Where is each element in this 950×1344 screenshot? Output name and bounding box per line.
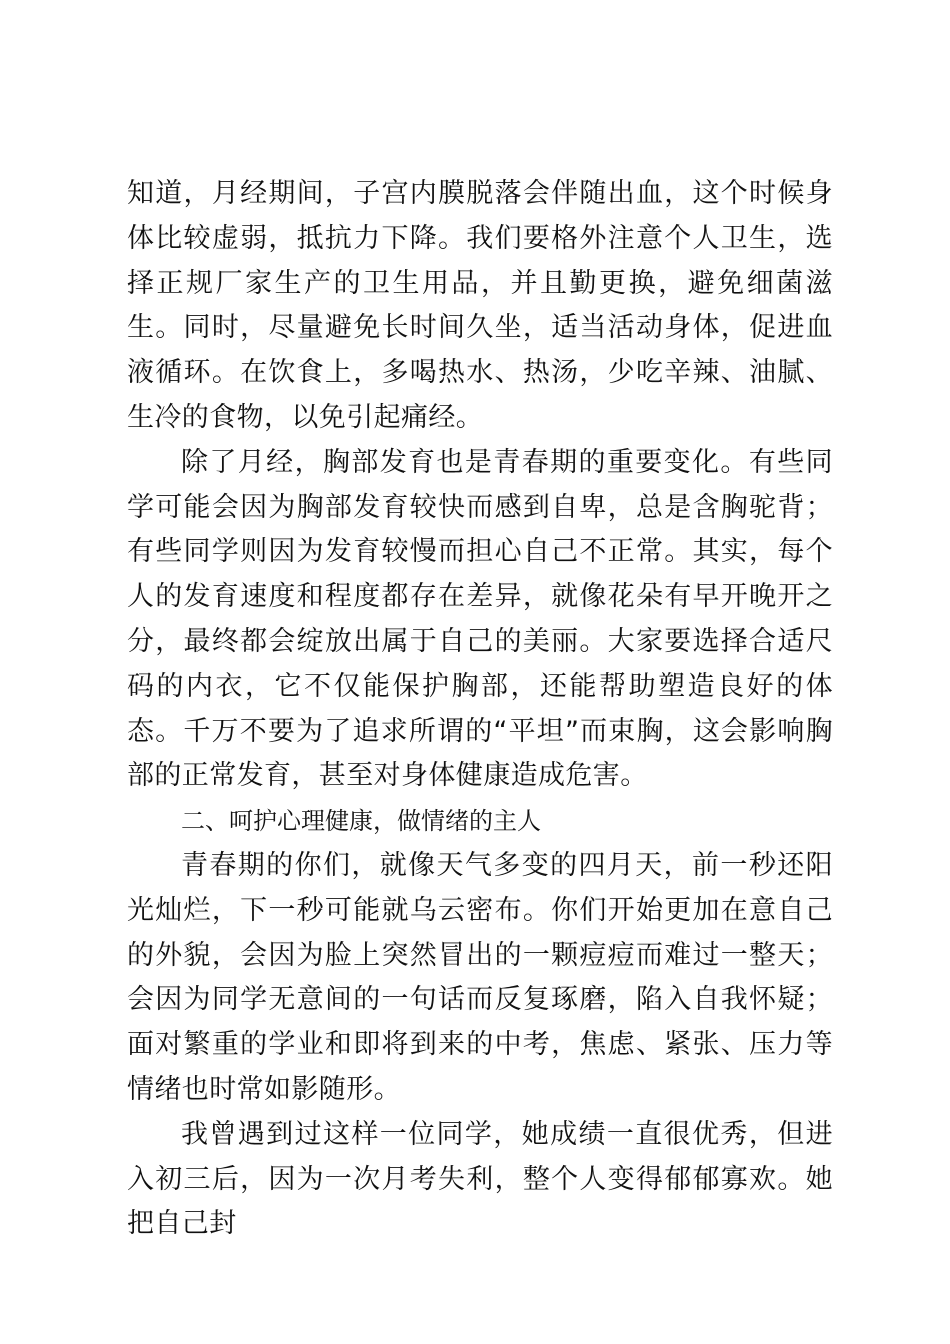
paragraph-menstruation-care: 知道，月经期间，子宫内膜脱落会伴随出血，这个时候身体比较虚弱，抵抗力下降。我们要格外注意个人卫生，选择正规厂家生产的卫生用品，并且勤更换，避免细菌滋生。同时，尽量避免长时间久坐，适当活动身体，促进血液循环。在饮食上，多喝热水、热汤，少吃辛辣、油腻、生冷的食物，以免引起痛经。 bbox=[127, 178, 833, 433]
section-heading-mental-health: 二、呵护心理健康，做情绪的主人 bbox=[181, 807, 541, 836]
paragraph-student-story: 我曾遇到过这样一位同学，她成绩一直很优秀，但进入初三后，因为一次月考失利，整个人变得郁郁寡欢。她把自己封 bbox=[127, 1118, 833, 1240]
paragraph-emotions: 青春期的你们，就像天气多变的四月天，前一秒还阳光灿烂，下一秒可能就乌云密布。你们开始更加在意自己的外貌，会因为脸上突然冒出的一颗痘痘而难过一整天；会因为同学无意间的一句话而反复琢磨，陷入自我怀疑；面对繁重的学业和即将到来的中考，焦虑、紧张、压力等情绪也时常如影随形。 bbox=[127, 849, 833, 1105]
paragraph-breast-development: 除了月经，胸部发育也是青春期的重要变化。有些同学可能会因为胸部发育较快而感到自卑，总是含胸驼背；有些同学则因为发育较慢而担心自己不正常。其实，每个人的发育速度和程度都存在差异，就像花朵有早开晚开之分，最终都会绽放出属于自己的美丽。大家要选择合适尺码的内衣，它不仅能保护胸部，还能帮助塑造良好的体态。千万不要为了追求所谓的“平坦”而束胸，这会影响胸部的正常发育，甚至对身体健康造成危害。 bbox=[127, 446, 833, 792]
document-body bbox=[127, 172, 833, 1247]
